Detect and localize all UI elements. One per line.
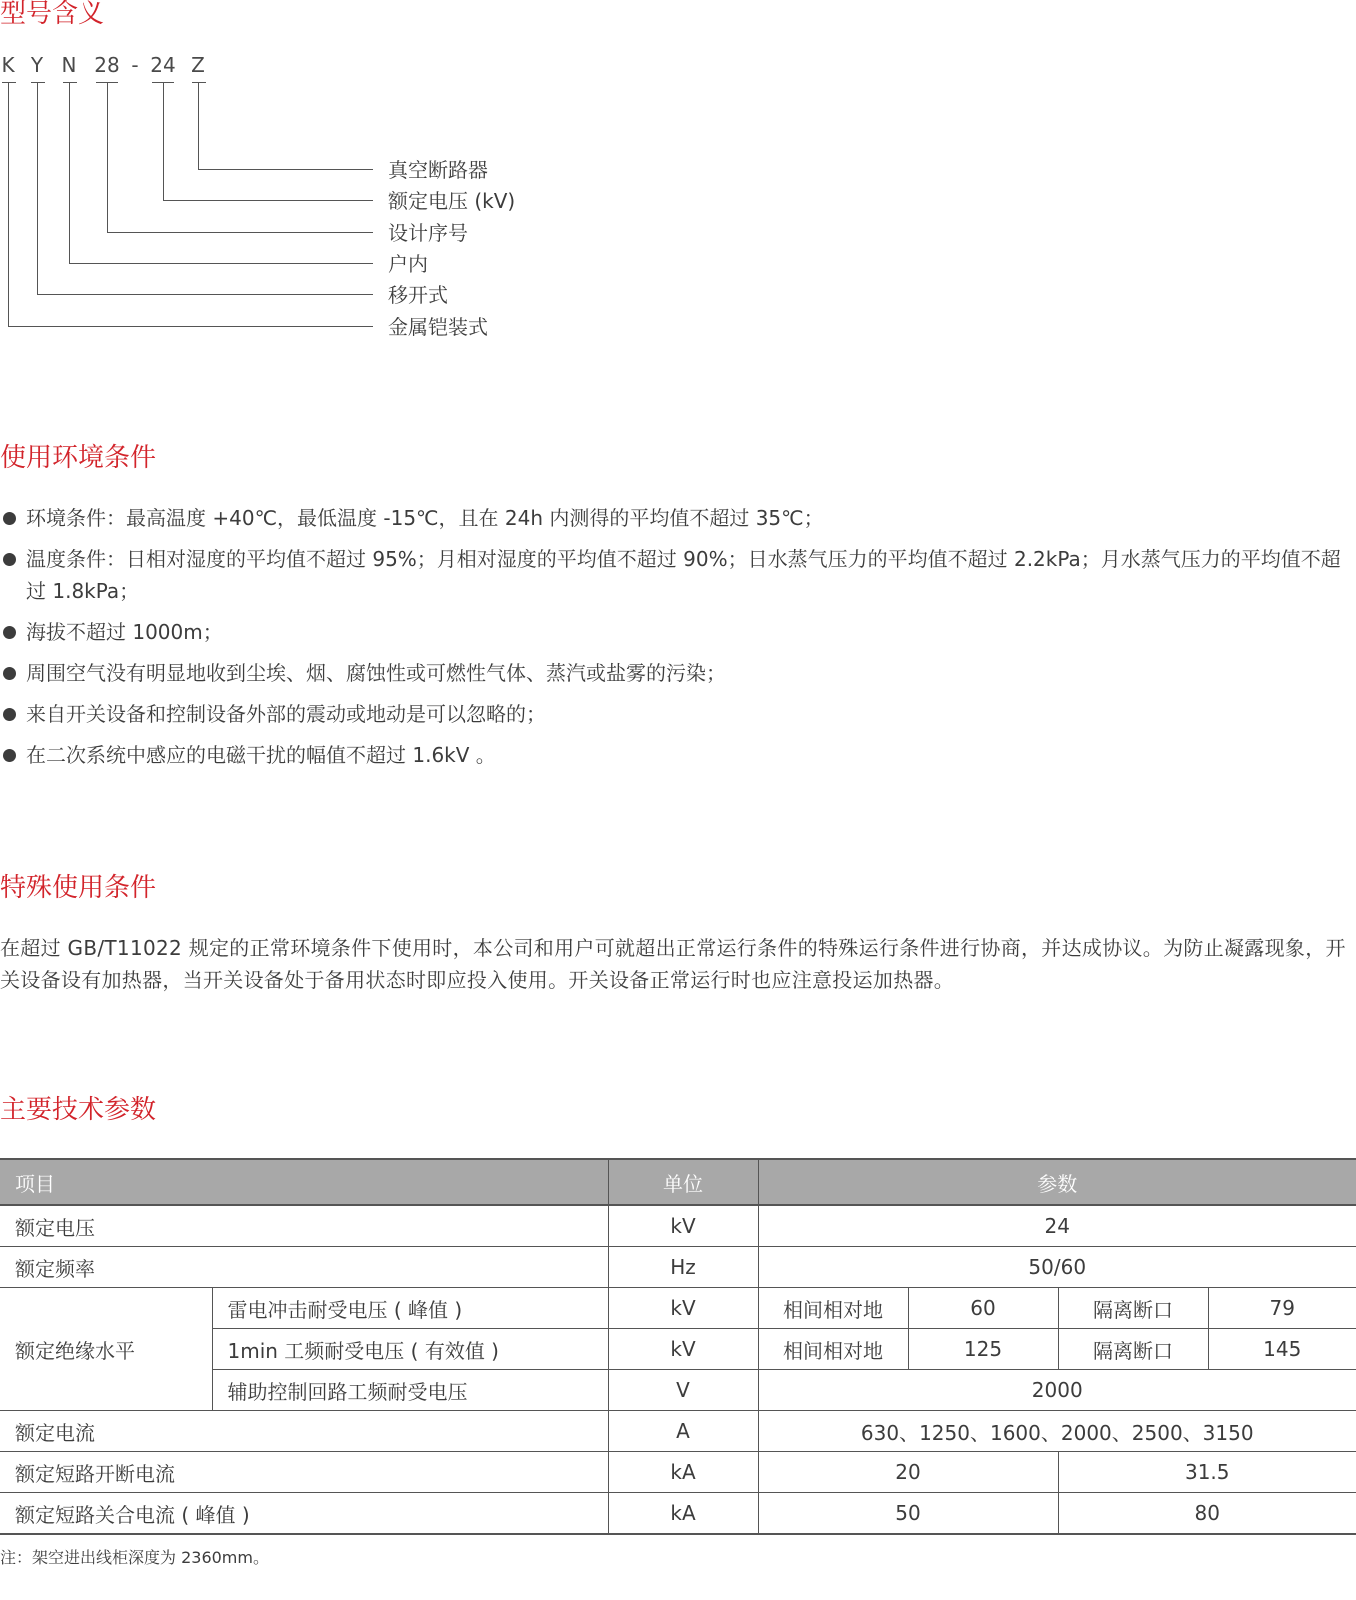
row-phase-label: 相间相对地 bbox=[758, 1329, 908, 1370]
row-value-1: 20 bbox=[758, 1452, 1058, 1493]
row-unit: V bbox=[608, 1370, 758, 1411]
model-label-vacuum-breaker: 真空断路器 bbox=[388, 158, 488, 182]
row-value: 2000 bbox=[758, 1370, 1356, 1411]
row-phase-label: 相间相对地 bbox=[758, 1288, 908, 1329]
row-unit: Hz bbox=[608, 1247, 758, 1288]
leader-h-24 bbox=[163, 200, 373, 201]
leader-v-28 bbox=[107, 82, 108, 232]
leader-h-n bbox=[69, 263, 373, 264]
row-unit: A bbox=[608, 1411, 758, 1452]
section-title-special: 特殊使用条件 bbox=[0, 873, 157, 903]
row-phase-value: 60 bbox=[908, 1288, 1058, 1329]
table-row bbox=[0, 1247, 1356, 1288]
table-row bbox=[0, 1452, 1356, 1493]
special-conditions-text: 在超过 GB/T11022 规定的正常环境条件下使用时，本公司和用户可就超出正常运行条件的特殊运行条件进行协商，并达成协议。为防止凝露现象，开关设备设有加热器，当开关设备处于备用状态时即应投入使用。开关设备正常运行时也应注意投运加热器。 bbox=[0, 936, 1346, 992]
row-value-1: 50 bbox=[758, 1493, 1058, 1535]
model-label-withdrawable: 移开式 bbox=[388, 283, 448, 307]
environment-item: 在二次系统中感应的电磁干扰的幅值不超过 1.6kV 。 bbox=[0, 739, 1356, 771]
model-label-rated-voltage: 额定电压 (kV) bbox=[388, 189, 516, 213]
environment-list bbox=[0, 502, 1356, 780]
row-unit: kV bbox=[608, 1205, 758, 1247]
row-isolation-value: 79 bbox=[1208, 1288, 1356, 1329]
underline-y bbox=[31, 82, 45, 83]
parameters-table bbox=[0, 1158, 1356, 1535]
underline-k bbox=[2, 82, 16, 83]
environment-item: 周围空气没有明显地收到尘埃、烟、腐蚀性或可燃性气体、蒸汽或盐雾的污染； bbox=[0, 657, 1356, 689]
row-unit: kV bbox=[608, 1288, 758, 1329]
row-unit: kA bbox=[608, 1452, 758, 1493]
table-header-row bbox=[0, 1159, 1356, 1205]
header-unit: 单位 bbox=[608, 1159, 758, 1205]
leader-h-k bbox=[8, 326, 373, 327]
leader-v-k bbox=[8, 82, 9, 326]
environment-item: 海拔不超过 1000m； bbox=[0, 616, 1356, 648]
row-isolation-label: 隔离断口 bbox=[1058, 1329, 1208, 1370]
table-row bbox=[0, 1411, 1356, 1452]
row-value-2: 31.5 bbox=[1058, 1452, 1356, 1493]
model-label-design-number: 设计序号 bbox=[388, 221, 468, 245]
table-row bbox=[0, 1493, 1356, 1535]
leader-v-n bbox=[69, 82, 70, 263]
header-item: 项目 bbox=[0, 1159, 608, 1205]
row-sublabel: 雷电冲击耐受电压 ( 峰值 ) bbox=[212, 1288, 608, 1329]
row-unit: kA bbox=[608, 1493, 758, 1535]
leader-h-y bbox=[37, 294, 373, 295]
row-value: 630、1250、1600、2000、2500、3150 bbox=[758, 1411, 1356, 1452]
leader-v-y bbox=[37, 82, 38, 294]
table-footnote: 注：架空进出线柜深度为 2360mm。 bbox=[0, 1548, 269, 1567]
section-title-params: 主要技术参数 bbox=[0, 1095, 157, 1125]
row-isolation-label: 隔离断口 bbox=[1058, 1288, 1208, 1329]
row-sublabel: 辅助控制回路工频耐受电压 bbox=[212, 1370, 608, 1411]
row-label: 额定短路关合电流 ( 峰值 ) bbox=[0, 1493, 608, 1535]
table-row bbox=[0, 1288, 1356, 1329]
row-value-2: 80 bbox=[1058, 1493, 1356, 1535]
model-number-24: 24 bbox=[150, 53, 176, 77]
row-label: 额定频率 bbox=[0, 1247, 608, 1288]
environment-item: 环境条件：最高温度 +40℃，最低温度 -15℃，且在 24h 内测得的平均值不超过 35℃； bbox=[0, 502, 1356, 534]
environment-item: 来自开关设备和控制设备外部的震动或地动是可以忽略的； bbox=[0, 698, 1356, 730]
leader-v-z bbox=[198, 82, 199, 169]
underline-z bbox=[192, 82, 206, 83]
model-dash: - bbox=[131, 53, 139, 77]
environment-item: 温度条件：日相对湿度的平均值不超过 95%；月相对湿度的平均值不超过 90%；日水蒸气压力的平均值不超过 2.2kPa；月水蒸气压力的平均值不超过 1.8kPa； bbox=[0, 543, 1356, 607]
section-title-environment: 使用环境条件 bbox=[0, 443, 157, 473]
header-params: 参数 bbox=[758, 1159, 1356, 1205]
row-label: 额定电压 bbox=[0, 1205, 608, 1247]
row-sublabel: 1min 工频耐受电压 ( 有效值 ) bbox=[212, 1329, 608, 1370]
model-letter-n: N bbox=[61, 53, 77, 77]
row-group-label: 额定绝缘水平 bbox=[0, 1288, 212, 1411]
row-label: 额定短路开断电流 bbox=[0, 1452, 608, 1493]
row-phase-value: 125 bbox=[908, 1329, 1058, 1370]
model-label-metal-clad: 金属铠装式 bbox=[388, 315, 488, 339]
row-isolation-value: 145 bbox=[1208, 1329, 1356, 1370]
row-label: 额定电流 bbox=[0, 1411, 608, 1452]
row-value: 50/60 bbox=[758, 1247, 1356, 1288]
model-letter-k: K bbox=[1, 53, 15, 77]
model-number-28: 28 bbox=[94, 53, 120, 77]
leader-h-28 bbox=[107, 232, 373, 233]
section-title-model: 型号含义 bbox=[0, 0, 105, 29]
row-value: 24 bbox=[758, 1205, 1356, 1247]
row-unit: kV bbox=[608, 1329, 758, 1370]
model-letter-y: Y bbox=[30, 53, 44, 77]
leader-h-z bbox=[198, 169, 373, 170]
model-letter-z: Z bbox=[191, 53, 205, 77]
leader-v-24 bbox=[163, 82, 164, 200]
model-label-indoor: 户内 bbox=[388, 252, 428, 276]
table-row bbox=[0, 1205, 1356, 1247]
underline-n bbox=[63, 82, 77, 83]
